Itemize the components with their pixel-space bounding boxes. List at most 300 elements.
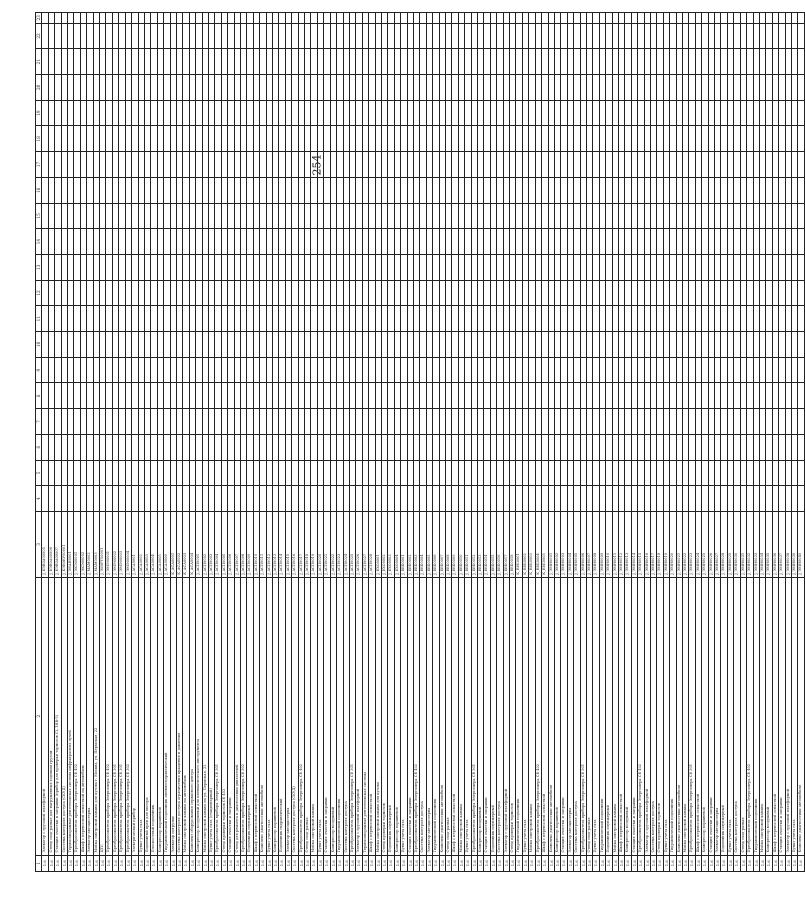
row-code-cell: J_МАМ0003 [93, 511, 99, 577]
row-code-cell: J_ЭМН0010 [606, 511, 612, 577]
row-name-cell: Подъемник плунжерный [247, 577, 253, 855]
row-name-cell: Система контроля доступа [420, 577, 426, 855]
row-name-cell: Стенд сход-развал [586, 577, 592, 855]
row-name-cell: Преобразователь прибора Энергомера СЕ 402 [74, 577, 80, 855]
row-code-cell: J_ЭЕАН0001 [68, 511, 74, 577]
row-code-cell: J_АСП0023 [337, 511, 343, 577]
row-name-cell: Станция очистки и заправки [407, 577, 413, 855]
row-section-cell: 1.6 [369, 855, 375, 871]
row-code-cell: J_ЭМН0019 [663, 511, 669, 577]
row-section-cell: 1.6 [458, 855, 464, 871]
row-section-cell: 1.6 [292, 855, 298, 871]
row-name-cell: Преобразователь прибора Энергомера СЕ 301 [215, 577, 221, 855]
row-name-cell: Комплекс диагностики автомобиля [676, 577, 682, 855]
row-name-cell: Станция очистки и заправки [228, 577, 234, 855]
row-name-cell: Комплекс диагностики автомобиля [439, 577, 445, 855]
row-code-cell: J_ЕЭВ0А00007 [55, 511, 61, 577]
row-section-cell: 1.6 [381, 855, 387, 871]
row-name-cell: Мойка смотровой канавы на ул. Пермская, 22 [202, 577, 208, 855]
row-code-cell: J_ЕЕБ0005 [426, 511, 432, 577]
row-code-cell: К_АСА0003 [183, 511, 189, 577]
row-section-cell: 1.6 [298, 855, 304, 871]
row-code-cell: J_ЭМН0007 [586, 511, 592, 577]
row-code-cell: J_ЕЕБ0018 [510, 511, 516, 577]
row-section-cell: 1.6 [702, 855, 708, 871]
row-section-cell: 1.6 [465, 855, 471, 871]
row-name-cell: Компрессор воздушный [625, 577, 631, 855]
row-code-cell: J_ЭМН0026 [708, 511, 714, 577]
row-section-cell: 1.6 [241, 855, 247, 871]
row-section-cell: 1.6 [375, 855, 381, 871]
row-name-cell: Компрессор воздушный [766, 577, 772, 855]
row-name-cell: Элеватор-автоцистерна [567, 577, 573, 855]
row-name-cell: Элеватор с грузовой платформой [503, 577, 509, 855]
row-name-cell: Компрессор поршневой [702, 577, 708, 855]
row-section-cell: 1.6 [471, 855, 477, 871]
row-section-cell: 1.6 [683, 855, 689, 871]
row-name-cell: Элеватор погрузки [170, 577, 176, 855]
row-section-cell: 1.6 [446, 855, 452, 871]
column-number-header: 5 [36, 460, 42, 486]
row-name-cell: Система контроля доступа (СКУД) [292, 577, 298, 855]
row-name-cell: Компрессор поршневой [273, 577, 279, 855]
row-name-cell: Гидравлический подъемник [337, 577, 343, 855]
row-section-cell: 1.6 [779, 855, 785, 871]
row-name-cell: Гидравлический подъемник пневмогидравлический [164, 577, 170, 855]
row-code-cell: J_ЭМН0025 [702, 511, 708, 577]
row-code-cell: J_АСП0024 [343, 511, 349, 577]
row-section-cell: 1.6 [196, 855, 202, 871]
row-section-cell: 1.6 [651, 855, 657, 871]
row-section-cell: 1.6 [138, 855, 144, 871]
row-section-cell: 1.6 [132, 855, 138, 871]
row-code-cell: J_ЭМН0015 [638, 511, 644, 577]
row-code-cell: J_АСП0010 [253, 511, 259, 577]
row-code-cell: J_ЕХО0002 [381, 511, 387, 577]
row-name-cell: Шкаф с переносной оснасткой [772, 577, 778, 855]
row-code-cell: J_АСП0019 [311, 511, 317, 577]
row-name-cell: Станция очистки и заправки [561, 577, 567, 855]
row-code-cell: J_АСП0018 [305, 511, 311, 577]
row-code-cell: J_ЕЕБ0010 [458, 511, 464, 577]
row-code-cell: J_АСА0001 [132, 511, 138, 577]
row-section-cell: 1.6 [490, 855, 496, 871]
row-code-cell: J_ЕЕБ0014 [484, 511, 490, 577]
row-section-cell: 1.6 [497, 855, 503, 871]
row-section-cell: 1.6 [189, 855, 195, 871]
row-section-cell: 1.6 [324, 855, 330, 871]
row-section-cell: 1.6 [55, 855, 61, 871]
column-number-header: 9 [36, 357, 42, 383]
row-code-cell: J_ЕЕБ0016 [497, 511, 503, 577]
column-number-header: 16 [36, 177, 42, 203]
row-section-cell: 1.6 [529, 855, 535, 871]
column-number-header: 23 [36, 13, 42, 24]
row-value-cell [798, 409, 804, 435]
row-section-cell: 1.6 [593, 855, 599, 871]
row-code-cell: J_АСП0027 [362, 511, 368, 577]
row-name-cell: Элеватор с грузовой платформой [785, 577, 791, 855]
row-name-cell: Элеватор с грузовой платформой [42, 577, 48, 855]
row-section-cell: 1.6 [708, 855, 714, 871]
column-number-header: 7 [36, 409, 42, 435]
row-name-cell: Термопанорамная рентгеновская система инфракрасных лучей [68, 577, 74, 855]
row-name-cell: Комплекс диагностики автомобиля [260, 577, 266, 855]
row-name-cell: Элеватор с грузовой платформой [356, 577, 362, 855]
row-name-cell: Подъемник плунжерный [490, 577, 496, 855]
row-name-cell: Система контроля доступа [574, 577, 580, 855]
column-number-header: 19 [36, 100, 42, 126]
row-section-cell: 1.6 [644, 855, 650, 871]
row-name-cell: Преобразователь прибора Энергомера СЕ 402 [106, 577, 112, 855]
row-section-cell: 1.6 [439, 855, 445, 871]
row-section-cell: 1.6 [734, 855, 740, 871]
row-name-cell: Пункт учета газа [593, 577, 599, 855]
row-code-cell: J_АСП0016 [292, 511, 298, 577]
row-name-cell: Шкаф с переносной оснасткой [542, 577, 548, 855]
row-section-cell: 1.6 [535, 855, 541, 871]
row-code-cell: J_АСП0002 [202, 511, 208, 577]
row-name-cell: Пункт учета газа [727, 577, 733, 855]
row-section-cell: 1.6 [401, 855, 407, 871]
row-value-cell [798, 332, 804, 358]
row-name-cell: Гидравлический подъемник [516, 577, 522, 855]
row-code-cell: J_ЭМН0014 [631, 511, 637, 577]
row-section-cell: 1.6 [663, 855, 669, 871]
row-value-cell [798, 100, 804, 126]
row-section-cell: 1.6 [253, 855, 259, 871]
row-name-cell: Компрессор воздушный [478, 577, 484, 855]
row-code-cell: J_АСП0001 [196, 511, 202, 577]
row-section-cell: 1.6 [772, 855, 778, 871]
row-name-cell: Гидравлический подъемник [433, 577, 439, 855]
row-section-cell: 1.6 [606, 855, 612, 871]
row-section-cell: 1.6 [394, 855, 400, 871]
row-name-cell: Стенд проверки тормозов [510, 577, 516, 855]
row-section-cell: 1.6 [548, 855, 554, 871]
row-code-cell: J_ЭМН0008 [593, 511, 599, 577]
row-value-cell [798, 177, 804, 203]
row-name-cell: Шкаф с переносной оснасткой [369, 577, 375, 855]
row-code-cell: К_АСА0001 [170, 511, 176, 577]
row-code-cell: К_ЕЕБ0002 [522, 511, 528, 577]
row-section-cell: 1.6 [144, 855, 150, 871]
column-number-header: 2 [36, 577, 42, 855]
row-code-cell: J_ЭМН0013 [625, 511, 631, 577]
row-name-cell: Компрессор поршневой [554, 577, 560, 855]
row-name-cell: Компрессор поршневой [394, 577, 400, 855]
row-name-cell: Станция очистки и заправки [779, 577, 785, 855]
row-section-cell: 1.6 [228, 855, 234, 871]
row-code-cell: J_ЭМН0021 [676, 511, 682, 577]
row-name-cell: Стенд сход-развал для нагруженных ходовым грузом [48, 577, 54, 855]
row-name-cell: Мойка смотровой канавы на автомобиль [183, 577, 189, 855]
column-number-header: 20 [36, 75, 42, 101]
row-name-cell: Система контроля доступа [734, 577, 740, 855]
row-name-cell: Подъемник гидравлический [279, 577, 285, 855]
row-section-cell: 1.6 [221, 855, 227, 871]
row-code-cell: К_ЕЕБ0005 [542, 511, 548, 577]
row-name-cell: Система контроля доступа ограничения вращения и давления [176, 577, 182, 855]
row-name-cell: Преобразователь прибора Энергомера СЕ 301 [689, 577, 695, 855]
row-value-cell [798, 357, 804, 383]
row-code-cell: J_ЕЕБ0004 [420, 511, 426, 577]
row-value-cell [798, 23, 804, 49]
row-code-cell: J_ЭКЭ00001 [74, 511, 80, 577]
row-name-cell: Элеватор-автоцистерна [285, 577, 291, 855]
row-name-cell: Гидравлический подъемник [670, 577, 676, 855]
row-name-cell: Преобразователь прибора Энергомера СЕ 402 [535, 577, 541, 855]
row-section-cell: 1.6 [599, 855, 605, 871]
row-code-cell: J_ЭМН0034 [759, 511, 765, 577]
row-section-cell: 1.6 [586, 855, 592, 871]
row-code-cell: J_ЕЕБ0009 [452, 511, 458, 577]
row-name-cell: Станция очистки и заправки [631, 577, 637, 855]
row-section-cell: 1.6 [157, 855, 163, 871]
row-section-cell: 1.6 [721, 855, 727, 871]
row-name-cell: Преобразователь прибора Энергомера СЕ 402 [747, 577, 753, 855]
row-name-cell: Стенд проверки тормозов СЕ 402 [221, 577, 227, 855]
row-name-cell: Компрессор воздушный [330, 577, 336, 855]
row-section-cell: 1.6 [119, 855, 125, 871]
column-number-header: 6 [36, 434, 42, 460]
row-section-cell: 1.6 [87, 855, 93, 871]
row-section-cell: 1.6 [208, 855, 214, 871]
row-name-cell: Плоскостный подъемник [151, 577, 157, 855]
row-code-cell: J_АСА0003 [144, 511, 150, 577]
row-name-cell: Пункт учета газа [522, 577, 528, 855]
row-code-cell: К_ЕЕБ0004 [535, 511, 541, 577]
row-name-cell: Преобразователь прибора Энергомера СЕ 302 [241, 577, 247, 855]
row-name-cell: Гидравлический подъемник [753, 577, 759, 855]
row-section-cell: 1.6 [574, 855, 580, 871]
row-section-cell: 1.6 [567, 855, 573, 871]
row-code-cell: J_ЭМН0033 [753, 511, 759, 577]
row-value-cell [798, 383, 804, 409]
row-code-cell: J_АСП0014 [279, 511, 285, 577]
row-code-cell: J_АСП0013 [273, 511, 279, 577]
row-code-cell: J_ЕЕБ0007 [439, 511, 445, 577]
row-name-cell: Стенд проверки тормозов [381, 577, 387, 855]
row-section-cell: 1.6 [522, 855, 528, 871]
row-name-cell: Мойка смотровой канавы [311, 577, 317, 855]
row-section-cell: 1.6 [638, 855, 644, 871]
row-code-cell: J_АСП0003 [208, 511, 214, 577]
row-section-cell: 1.6 [426, 855, 432, 871]
row-code-cell: J_ЭМН0024 [695, 511, 701, 577]
row-name-cell: Преобразователь прибора Энергомера СЕ 301 [580, 577, 586, 855]
row-section-cell: 1.6 [503, 855, 509, 871]
table-row [798, 13, 804, 872]
row-name-cell: Пункт учета газа [317, 577, 323, 855]
column-number-header: 1 [36, 855, 42, 871]
row-name-cell: Пункт учета газа [401, 577, 407, 855]
row-code-cell: J_ЭМН0038 [785, 511, 791, 577]
row-value-cell [798, 203, 804, 229]
row-name-cell: Система контроля доступа [651, 577, 657, 855]
row-name-cell: Шкаф с переносной оснасткой [253, 577, 259, 855]
row-section-cell: 1.6 [48, 855, 54, 871]
row-section-cell: 1.6 [337, 855, 343, 871]
row-code-cell: J_ЕЕБ0012 [471, 511, 477, 577]
row-name-cell: Стенд проверки тормозов [657, 577, 663, 855]
row-section-cell: 1.6 [561, 855, 567, 871]
row-code-cell: J_ЕЕБ0008 [446, 511, 452, 577]
row-section-cell: 1.6 [791, 855, 797, 871]
row-code-cell: J_АСП0012 [266, 511, 272, 577]
row-value-cell [798, 49, 804, 75]
row-section-cell: 1.6 [670, 855, 676, 871]
row-section-cell: 1.6 [715, 855, 721, 871]
row-name-cell: Стенд для ремонта и диагностики двигателей [234, 577, 240, 855]
row-code-cell: J_АСП0017 [298, 511, 304, 577]
row-code-cell: J_ЭМН0030 [734, 511, 740, 577]
row-code-cell: J_АСП0011 [260, 511, 266, 577]
column-number-header: 8 [36, 383, 42, 409]
row-name-cell: Пункт учета газа [138, 577, 144, 855]
row-name-cell: Комплект оборудования сервисного центра [189, 577, 195, 855]
row-name-cell: Подъемник плунжерный [721, 577, 727, 855]
row-section-cell: 1.6 [305, 855, 311, 871]
row-value-cell [798, 434, 804, 460]
row-section-cell: 1.6 [433, 855, 439, 871]
row-name-cell: Стенд сход-развал [305, 577, 311, 855]
row-section-cell: 1.6 [176, 855, 182, 871]
row-name-cell: Элеватор с грузовой платформой [644, 577, 650, 855]
row-code-cell: J_ЭМН0017 [651, 511, 657, 577]
row-name-cell: Комплекс диагностики автомобиля [548, 577, 554, 855]
row-code-cell: J_ЭМН0029 [727, 511, 733, 577]
row-name-cell: Мойка смотровой канавы для кузова [375, 577, 381, 855]
row-value-cell [798, 229, 804, 255]
row-section-cell: 1.6 [93, 855, 99, 871]
row-section-cell: 1.6 [266, 855, 272, 871]
row-section-cell: 1.6 [61, 855, 67, 871]
row-code-cell: J_МАМ0002 [87, 511, 93, 577]
row-code-cell: J_АСП0005 [221, 511, 227, 577]
row-value-cell [798, 280, 804, 306]
row-section-cell: 1.6 [285, 855, 291, 871]
row-name-cell: Пункт учета газа [465, 577, 471, 855]
row-section-cell: 1.6 [413, 855, 419, 871]
column-number-header: 12 [36, 280, 42, 306]
row-code-cell: J_АСП0020 [317, 511, 323, 577]
row-section-cell: 1.6 [42, 855, 48, 871]
column-number-header: 17 [36, 152, 42, 178]
row-section-cell: 1.6 [317, 855, 323, 871]
row-section-cell: 1.6 [542, 855, 548, 871]
row-name-cell: Мойка смотровой канавы для кузова г. Москва, ул. Пермская, 22 [93, 577, 99, 855]
row-code-cell: J_ЕЭВ0А00006 [48, 511, 54, 577]
row-name-cell: Система контроля доступа (СКУД) [61, 577, 67, 855]
column-number-header: 14 [36, 229, 42, 255]
row-name-cell: Комплекс диагностики автомобиля [798, 577, 804, 855]
row-code-cell: К_ЕЕБ0001 [516, 511, 522, 577]
row-section-cell: 1.6 [100, 855, 106, 871]
column-number-header: 21 [36, 49, 42, 75]
row-code-cell: J_ЭМН0006 [580, 511, 586, 577]
row-code-cell: J_ЭМН0018 [657, 511, 663, 577]
row-section-cell: 1.6 [452, 855, 458, 871]
row-code-cell: J_ЕЕБ0002 [407, 511, 413, 577]
row-code-cell: J_АСП0015 [285, 511, 291, 577]
row-name-cell: Компрессор поршневой [157, 577, 163, 855]
row-name-cell: Компрессор воздушный для пневматического инструмента [196, 577, 202, 855]
row-section-cell: 1.6 [260, 855, 266, 871]
row-code-cell: J_АСА0005 [157, 511, 163, 577]
row-code-cell: J_ЭМН0001 [548, 511, 554, 577]
row-section-cell: 1.6 [407, 855, 413, 871]
column-number-header: 18 [36, 126, 42, 152]
row-name-cell: Элеватор-автоцистерна [715, 577, 721, 855]
row-name-cell: Мойка смотровой канавы [759, 577, 765, 855]
row-section-cell: 1.6 [356, 855, 362, 871]
row-code-cell: J_ЕЕБ0003 [413, 511, 419, 577]
row-code-cell: J_ЭМН0012 [618, 511, 624, 577]
row-code-cell: J_ЕХО0004 [394, 511, 400, 577]
row-name-cell: Гидравлический подъемник [599, 577, 605, 855]
row-section-cell: 1.6 [612, 855, 618, 871]
row-value-cell [798, 75, 804, 101]
row-name-cell: Система контроля доступа [343, 577, 349, 855]
row-code-cell: К_АСА0002 [176, 511, 182, 577]
row-name-cell: Пункт учета газа [266, 577, 272, 855]
row-value-cell [798, 13, 804, 24]
row-section-cell: 1.6 [554, 855, 560, 871]
row-name-cell: Преобразователь прибора Энергомера СЕ 302 [125, 577, 131, 855]
row-code-cell: J_ЭЕ0РТ00001 [100, 511, 106, 577]
row-code-cell: J_АСП0007 [234, 511, 240, 577]
row-code-cell: J_ЭМН0003 [561, 511, 567, 577]
row-code-cell: J_ЭМН0039 [791, 511, 797, 577]
row-section-cell: 1.6 [388, 855, 394, 871]
row-name-cell: Шкаф с переносной оснасткой [695, 577, 701, 855]
row-name-cell: Шкаф с переносной оснасткой на автомобиль [80, 577, 86, 855]
row-code-cell: К_ЕЕБ0003 [529, 511, 535, 577]
row-name-cell: Преобразователь прибора Энергомера СЕ 301 [349, 577, 355, 855]
page-number: 254 [310, 154, 323, 176]
row-code-cell: J_ЭМН0032 [747, 511, 753, 577]
row-code-cell: J_ЕЕБ0001 [401, 511, 407, 577]
row-code-cell: J_ЭМЭ00001 [106, 511, 112, 577]
column-number-header: 3 [36, 511, 42, 577]
row-section-cell: 1.6 [516, 855, 522, 871]
row-code-cell: J_ЕЕБ0015 [490, 511, 496, 577]
row-name-cell: Мойка смотровой канавы [529, 577, 535, 855]
column-number-header: 11 [36, 306, 42, 332]
row-code-cell: J_ЭМН0009 [599, 511, 605, 577]
row-code-cell: J_АСП0025 [349, 511, 355, 577]
table-body [42, 13, 804, 872]
row-section-cell: 1.6 [747, 855, 753, 871]
row-section-cell: 1.6 [420, 855, 426, 871]
row-section-cell: 1.6 [349, 855, 355, 871]
row-code-cell: J_ЕЕБ0017 [503, 511, 509, 577]
row-code-cell: J_ЕЕБ0013 [478, 511, 484, 577]
row-section-cell: 1.6 [510, 855, 516, 871]
row-name-cell: Стенд сход-развал [446, 577, 452, 855]
row-code-cell: J_ЭМЭ00004 [125, 511, 131, 577]
row-section-cell: 1.6 [478, 855, 484, 871]
row-code-cell: J_АСП0022 [330, 511, 336, 577]
equipment-table [35, 12, 805, 872]
column-number-header: 15 [36, 203, 42, 229]
row-section-cell: 1.6 [68, 855, 74, 871]
row-section-cell: 1.6 [164, 855, 170, 871]
row-name-cell: Станция очистки и заправки [324, 577, 330, 855]
row-code-cell: J_ЭМН0040 [798, 511, 804, 577]
row-value-cell [798, 306, 804, 332]
